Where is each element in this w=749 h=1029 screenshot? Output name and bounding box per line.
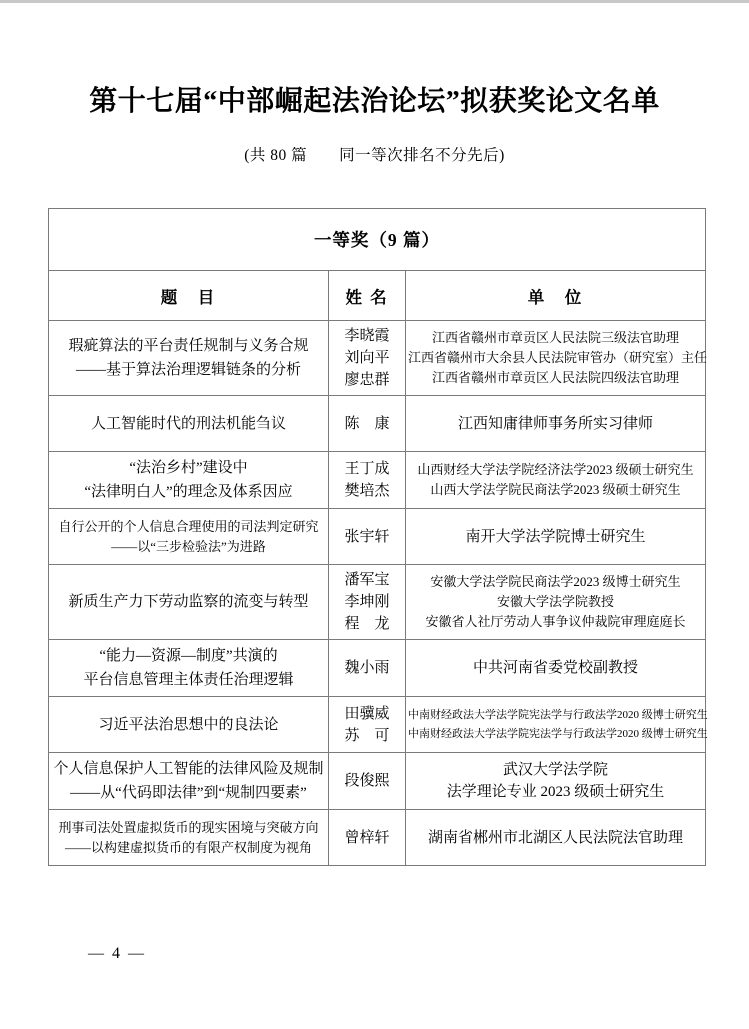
author-unit-cell (406, 452, 706, 509)
cell-line: 李坤刚 (344, 594, 390, 610)
cell-line: 廖忠群 (344, 372, 390, 388)
table-row (49, 697, 706, 753)
table-row (49, 640, 706, 697)
cell-line: 人工智能时代的刑法机能刍议 (90, 415, 286, 432)
page-number: — 4 — (88, 945, 146, 962)
table-row (49, 396, 706, 452)
cell-line: 平台信息管理主体责任治理逻辑 (83, 672, 294, 688)
table-row (49, 753, 706, 810)
author-unit-cell (406, 565, 706, 640)
cell-line: 陈 康 (344, 415, 390, 432)
column-header-row (49, 271, 706, 321)
cell-line: 安徽大学法学院民商法学2023 级博士研究生 (430, 574, 681, 589)
author-unit-cell (406, 509, 706, 565)
cell-line: 江西省赣州市大余县人民法院审管办（研究室）主任 (408, 350, 708, 365)
paper-title-cell (49, 753, 329, 810)
cell-line: 潘军宝 (344, 572, 390, 588)
cell-line: 魏小雨 (344, 660, 390, 676)
cell-line: 江西省赣州市章贡区人民法院四级法官助理 (432, 370, 680, 385)
document-subtitle: (共 80 篇 同一等次排名不分先后) (244, 146, 505, 164)
author-name-cell (329, 565, 406, 640)
author-name-cell (329, 321, 406, 396)
cell-line: 山西财经大学法学院经济法学2023 级硕士研究生 (417, 462, 694, 477)
cell-line: 江西知庸律师事务所实习律师 (458, 415, 654, 432)
author-unit-cell (406, 396, 706, 452)
section-header-row (49, 209, 706, 271)
cell-line: 新质生产力下劳动监察的流变与转型 (68, 594, 309, 610)
cell-line: 李晓霞 (344, 328, 390, 344)
cell-line: “能力—资源—制度”共演的 (99, 648, 278, 664)
paper-title-cell (49, 452, 329, 509)
author-unit-cell (406, 697, 706, 753)
col-header-unit: 单 位 (406, 271, 706, 321)
cell-line: 自行公开的个人信息合理使用的司法判定研究 (58, 518, 319, 534)
cell-line: “法律明白人”的理念及体系因应 (84, 484, 293, 500)
cell-line: 江西省赣州市章贡区人民法院三级法官助理 (432, 330, 680, 345)
table-row (49, 509, 706, 565)
cell-line: 段俊熙 (344, 773, 390, 789)
cell-line: ——以构建虚拟货币的有限产权制度为视角 (64, 839, 312, 855)
cell-line: 曾梓轩 (344, 829, 390, 846)
table-row (49, 565, 706, 640)
cell-line: 瑕疵算法的平台责任规制与义务合规 (68, 338, 309, 354)
cell-line: “法治乡村”建设中 (129, 460, 248, 476)
col-header-title: 题 目 (49, 271, 329, 321)
author-name-cell (329, 753, 406, 810)
cell-line: 樊培杰 (344, 483, 390, 499)
cell-line: 张宇轩 (344, 528, 390, 545)
paper-title-cell (49, 396, 329, 452)
cell-line: 中南财经政法大学法学院宪法学与行政法学2020 级博士研究生 (408, 708, 708, 721)
author-unit-cell (406, 753, 706, 810)
author-name-cell (329, 810, 406, 866)
cell-line: 安徽大学法学院教授 (497, 594, 615, 609)
cell-line: 王丁成 (344, 461, 390, 477)
paper-title-cell (49, 640, 329, 697)
cell-line: 刘向平 (344, 350, 390, 366)
cell-line: 苏 可 (344, 727, 390, 744)
cell-line: 个人信息保护人工智能的法律风险及规制 (53, 761, 324, 777)
paper-title-cell (49, 697, 329, 753)
cell-line: ——以“三步检验法”为进路 (111, 538, 266, 554)
cell-line: 湖南省郴州市北湖区人民法院法官助理 (428, 829, 684, 846)
award-table (48, 208, 706, 866)
author-name-cell (329, 509, 406, 565)
cell-line: 刑事司法处置虚拟货币的现实困境与突破方向 (58, 819, 319, 835)
author-unit-cell (406, 640, 706, 697)
author-name-cell (329, 396, 406, 452)
section-header: 一等奖（9 篇） (49, 209, 706, 271)
cell-line: ——从“代码即法律”到“规制四要素” (70, 785, 307, 801)
paper-title-cell (49, 810, 329, 866)
cell-line: 山西大学法学院民商法学2023 级硕士研究生 (430, 482, 681, 497)
table-row (49, 452, 706, 509)
cell-line: 中共河南省委党校副教授 (473, 660, 639, 676)
cell-line: 法学理论专业 2023 级硕士研究生 (446, 784, 665, 800)
cell-line: 武汉大学法学院 (503, 762, 609, 778)
cell-line: 南开大学法学院博士研究生 (465, 528, 646, 545)
cell-line: 中南财经政法大学法学院宪法学与行政法学2020 级博士研究生 (408, 727, 708, 740)
author-unit-cell (406, 321, 706, 396)
table-row (49, 321, 706, 396)
cell-line: 程 龙 (344, 616, 390, 632)
author-name-cell (329, 697, 406, 753)
document-title: 第十七届“中部崛起法治论坛”拟获奖论文名单 (89, 86, 660, 117)
cell-line: 田骥威 (344, 705, 390, 722)
col-header-name: 姓 名 (329, 271, 406, 321)
cell-line: 安徽省人社厅劳动人事争议仲裁院审理庭庭长 (425, 614, 686, 629)
table-row (49, 810, 706, 866)
paper-title-cell (49, 321, 329, 396)
cell-line: 习近平法治思想中的良法论 (98, 716, 279, 733)
cell-line: ——基于算法治理逻辑链条的分析 (75, 362, 301, 378)
author-unit-cell (406, 810, 706, 866)
author-name-cell (329, 640, 406, 697)
author-name-cell (329, 452, 406, 509)
paper-title-cell (49, 565, 329, 640)
paper-title-cell (49, 509, 329, 565)
